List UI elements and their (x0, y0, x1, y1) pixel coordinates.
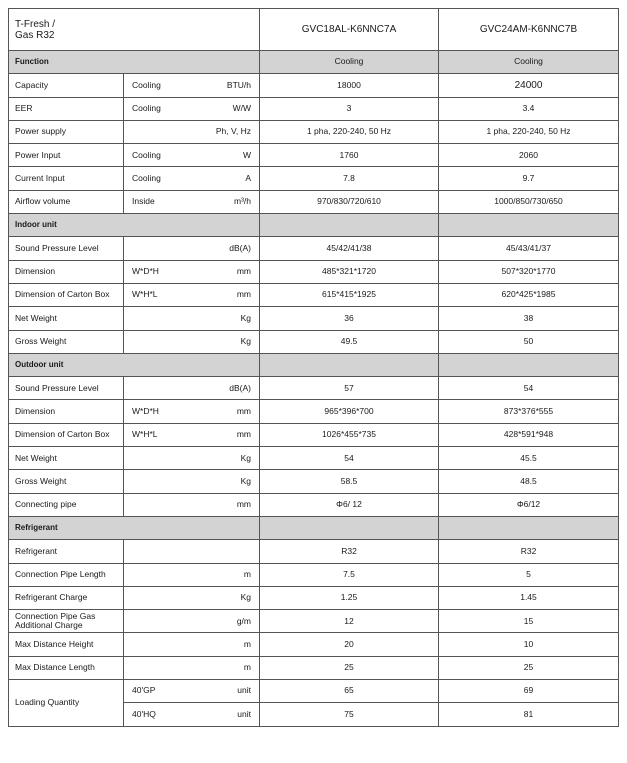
row-condition: Cooling (124, 167, 184, 190)
value-model-1: 45/42/41/38 (260, 237, 439, 260)
value-model-1: 65 (260, 680, 439, 703)
value-model-1: 3 (260, 97, 439, 120)
value-model-1: 7.5 (260, 563, 439, 586)
value-model-2: 428*591*948 (439, 423, 619, 446)
spec-row-indoor-gross-weight (9, 330, 619, 353)
value-model-1: 970/830/720/610 (260, 190, 439, 213)
value-model-2: Φ6/12 (439, 493, 619, 516)
spec-table-body (9, 9, 619, 727)
row-unit: m (124, 633, 260, 656)
value-model-2: 50 (439, 330, 619, 353)
value-model-1: 1760 (260, 144, 439, 167)
value-model-1: 965*396*700 (260, 400, 439, 423)
section-fill-2 (439, 353, 619, 376)
row-label: Airflow volume (9, 190, 124, 213)
row-unit: mm (184, 260, 260, 283)
spec-row-refrigerant (9, 540, 619, 563)
value-model-1: 1026*455*735 (260, 423, 439, 446)
value-model-1: 12 (260, 610, 439, 633)
value-model-1: 1 pha, 220-240, 50 Hz (260, 120, 439, 143)
value-model-2: 69 (439, 680, 619, 703)
spec-table (8, 8, 619, 727)
row-label: Connection Pipe Gas Additional Charge (9, 610, 124, 633)
row-label: Capacity (9, 74, 124, 97)
spec-row-power-supply (9, 120, 619, 143)
value-model-1: Φ6/ 12 (260, 493, 439, 516)
row-unit: g/m (124, 610, 260, 633)
row-condition: W*H*L (124, 283, 184, 306)
value-model-1: 485*321*1720 (260, 260, 439, 283)
row-label: Power supply (9, 120, 124, 143)
row-label: Gross Weight (9, 330, 124, 353)
value-model-2: 9.7 (439, 167, 619, 190)
value-model-1: 36 (260, 307, 439, 330)
row-label: Dimension of Carton Box (9, 423, 124, 446)
title-row (9, 9, 619, 51)
row-unit: mm (124, 493, 260, 516)
product-title-line1: T-Fresh / (15, 18, 56, 30)
value-model-2: 1.45 (439, 586, 619, 609)
value-model-2: 1 pha, 220-240, 50 Hz (439, 120, 619, 143)
row-unit: Kg (124, 307, 260, 330)
section-refrigerant (9, 516, 619, 539)
section-label: Refrigerant (9, 516, 260, 539)
spec-row-airflow-volume (9, 190, 619, 213)
row-unit: W (184, 144, 260, 167)
product-title (9, 9, 260, 51)
value-model-2: 38 (439, 307, 619, 330)
section-indoor-unit (9, 214, 619, 237)
row-label: Dimension of Carton Box (9, 283, 124, 306)
spec-row-outdoor-connecting-pipe (9, 493, 619, 516)
spec-row-refrigerant-charge (9, 586, 619, 609)
spec-row-indoor-dimension-of-carton-box (9, 283, 619, 306)
row-label: Connection Pipe Length (9, 563, 124, 586)
row-label: Dimension (9, 260, 124, 283)
value-model-2: 81 (439, 703, 619, 726)
spec-row-connection-pipe-length (9, 563, 619, 586)
function-value-1: Cooling (260, 51, 439, 74)
value-model-2: 24000 (439, 74, 619, 97)
value-model-1: 615*415*1925 (260, 283, 439, 306)
value-model-2: 5 (439, 563, 619, 586)
value-model-2: 620*425*1985 (439, 283, 619, 306)
spec-row-capacity (9, 74, 619, 97)
section-label: Indoor unit (9, 214, 260, 237)
value-model-1: 54 (260, 447, 439, 470)
value-model-2: 25 (439, 656, 619, 679)
spec-row-max-distance-height (9, 633, 619, 656)
row-unit: mm (184, 283, 260, 306)
value-model-2: R32 (439, 540, 619, 563)
value-model-2: 48.5 (439, 470, 619, 493)
row-unit: Kg (124, 586, 260, 609)
model-header-1: GVC18AL-K6NNC7A (260, 9, 439, 51)
value-model-2: 3.4 (439, 97, 619, 120)
row-unit: Kg (124, 470, 260, 493)
row-unit: Ph, V, Hz (124, 120, 260, 143)
row-condition: Inside (124, 190, 184, 213)
value-model-1: 57 (260, 377, 439, 400)
value-model-2: 2060 (439, 144, 619, 167)
value-model-1: 25 (260, 656, 439, 679)
section-fill-1 (260, 353, 439, 376)
row-unit: unit (184, 703, 260, 726)
value-model-1: 7.8 (260, 167, 439, 190)
product-title-line2: Gas R32 (15, 29, 55, 41)
spec-row-current-input (9, 167, 619, 190)
row-unit: dB(A) (124, 377, 260, 400)
value-model-2: 873*376*555 (439, 400, 619, 423)
value-model-2: 45.5 (439, 447, 619, 470)
spec-row-max-distance-length (9, 656, 619, 679)
row-label: Current Input (9, 167, 124, 190)
row-condition: Cooling (124, 74, 184, 97)
row-label: Max Distance Height (9, 633, 124, 656)
container-type: 40'HQ (124, 703, 184, 726)
spec-row-eer (9, 97, 619, 120)
row-label: Net Weight (9, 307, 124, 330)
spec-row-outdoor-sound-pressure-level (9, 377, 619, 400)
row-condition: W*D*H (124, 400, 184, 423)
row-unit: Kg (124, 447, 260, 470)
row-unit: W/W (184, 97, 260, 120)
row-condition: Cooling (124, 97, 184, 120)
row-label: Refrigerant (9, 540, 124, 563)
row-unit: mm (184, 400, 260, 423)
section-fill-1 (260, 516, 439, 539)
model-header-2: GVC24AM-K6NNC7B (439, 9, 619, 51)
value-model-1: R32 (260, 540, 439, 563)
value-model-2: 54 (439, 377, 619, 400)
row-unit: m³/h (184, 190, 260, 213)
row-label: Refrigerant Charge (9, 586, 124, 609)
row-unit: mm (184, 423, 260, 446)
container-type: 40'GP (124, 680, 184, 703)
row-label: Net Weight (9, 447, 124, 470)
value-model-1: 75 (260, 703, 439, 726)
section-fill-1 (260, 214, 439, 237)
spec-row-power-input (9, 144, 619, 167)
row-unit: unit (184, 680, 260, 703)
value-model-1: 1.25 (260, 586, 439, 609)
spec-row-outdoor-dimension (9, 400, 619, 423)
value-model-2: 15 (439, 610, 619, 633)
spec-row-outdoor-gross-weight (9, 470, 619, 493)
row-unit: Kg (124, 330, 260, 353)
function-row (9, 51, 619, 74)
value-model-2: 507*320*1770 (439, 260, 619, 283)
value-model-2: 1000/850/730/650 (439, 190, 619, 213)
spec-row-loading-quantity-1 (9, 680, 619, 703)
row-label: Sound Pressure Level (9, 377, 124, 400)
section-fill-2 (439, 516, 619, 539)
row-unit: BTU/h (184, 74, 260, 97)
row-label: Max Distance Length (9, 656, 124, 679)
row-condition: W*H*L (124, 423, 184, 446)
row-label: Dimension (9, 400, 124, 423)
spec-row-indoor-sound-pressure-level (9, 237, 619, 260)
value-model-2: 45/43/41/37 (439, 237, 619, 260)
row-condition: Cooling (124, 144, 184, 167)
section-outdoor-unit (9, 353, 619, 376)
row-unit: m (124, 656, 260, 679)
row-condition: W*D*H (124, 260, 184, 283)
row-unit: dB(A) (124, 237, 260, 260)
row-unit (124, 540, 260, 563)
function-label: Function (9, 51, 260, 74)
spec-row-indoor-net-weight (9, 307, 619, 330)
row-unit: m (124, 563, 260, 586)
row-label: EER (9, 97, 124, 120)
spec-row-indoor-dimension (9, 260, 619, 283)
spec-row-outdoor-dimension-of-carton-box (9, 423, 619, 446)
section-fill-2 (439, 214, 619, 237)
function-value-2: Cooling (439, 51, 619, 74)
spec-row-outdoor-net-weight (9, 447, 619, 470)
value-model-2: 10 (439, 633, 619, 656)
row-label: Sound Pressure Level (9, 237, 124, 260)
value-model-1: 49.5 (260, 330, 439, 353)
spec-row-connection-pipe-gas-additional-charge (9, 610, 619, 633)
value-model-1: 20 (260, 633, 439, 656)
row-unit: A (184, 167, 260, 190)
loading-quantity-label: Loading Quantity (9, 680, 124, 727)
row-label: Gross Weight (9, 470, 124, 493)
section-label: Outdoor unit (9, 353, 260, 376)
value-model-1: 18000 (260, 74, 439, 97)
row-label: Connecting pipe (9, 493, 124, 516)
row-label: Power Input (9, 144, 124, 167)
value-model-1: 58.5 (260, 470, 439, 493)
